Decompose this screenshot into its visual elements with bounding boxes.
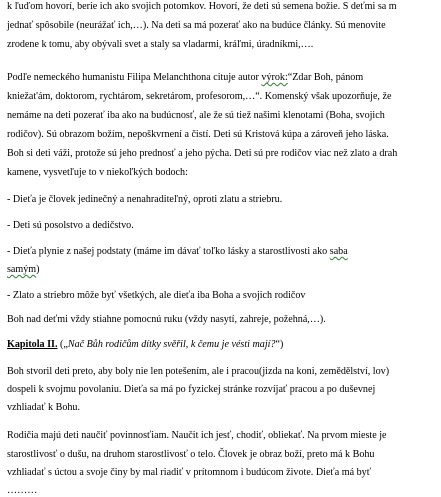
paragraph-1-line-1: k ľuďom hovorí, berie ich ako svojich potomkov. Hovorí, že deti sú semena božie. S deťmi sa m xyxy=(7,1,397,12)
spelling-flag: saba xyxy=(329,246,348,257)
paragraph-2-line-3: nemáme na deti pozerať iba ako na budúcnosť, ale že sú tiež našimi klenotami (Boha, svojich xyxy=(7,110,385,121)
paragraph-4-line-1: Boh stvoril deti preto, aby boly nie len potešením, ale i pracou(jizda na koni, zemědělství, lov) xyxy=(7,366,390,377)
text-run: - Dieťa plynie z našej podstaty (máme im dávať toľko lásky a starostlivosti ako xyxy=(7,246,330,257)
spelling-flag: samým xyxy=(7,264,37,275)
paragraph-1-line-3: zrodene k tomu, aby obývali svet a staly sa vladarmi, kráľmi, úradníkmi,…. xyxy=(7,39,314,50)
paragraph-2-line-5: Boh si deti váži, protože sú jeho prednosť a jeho pýcha. Deti sú pre rodičov viac než zlato a drah xyxy=(7,148,398,159)
paragraph-4-line-3: vzhliadať k Bohu. xyxy=(7,402,80,413)
quote-open: („ xyxy=(57,339,68,350)
chapter-heading xyxy=(7,339,435,351)
paragraph-2-line-2: kniežat'ám, doktorom, rychtárom, sekretárom, profesorom,…“. Komenský však upozorňuje, že xyxy=(7,91,392,102)
list-item-4: - Zlato a striebro môže byť všetkých, ale dieťa iba Boha a svojich rodičov xyxy=(7,290,306,301)
paragraph-2-line-1 xyxy=(7,72,435,84)
spelling-flag: výrok: xyxy=(261,72,288,83)
quote-close: “) xyxy=(275,339,284,350)
text-run: Podľe nemeckého humanistu Filipa Melanchthona cituje autor xyxy=(7,72,262,83)
paragraph-5-line-3: vzhliadať s úctou a svoje činy by mal riadiť v prítomnom i budúcom živote. Dieťa má byť xyxy=(7,467,372,478)
paragraph-4-line-2: dospeli k svojmu povolaniu. Dieťa sa má po fyzickej stránke rozvíjať pracou a po duševnej xyxy=(7,384,376,395)
chapter-quote: Nač Bůh rodičům dítky svěřil, k čemu je vésti mají? xyxy=(67,339,276,350)
paragraph-3-line-1: Boh nad deťmi vždy stiahne pomocnú ruku (vždy nasytí, zahreje, požehná,…). xyxy=(7,314,326,325)
paragraph-1-line-2: jednať spôsobile (neurážať ich,…). Na deti sa má pozerať ako na budúce články. Sú menovite xyxy=(7,20,386,31)
paragraph-5-line-2: starostlivosť o dušu, na druhom starostlivosť o telo. Človek je obraz boží, preto má k Bohu xyxy=(7,449,375,460)
list-item-2: - Deti sú posolstvo a dedičstvo. xyxy=(7,220,134,231)
list-item-3-line-2 xyxy=(7,264,435,276)
list-item-1: - Dieťa je človek jedinečný a nenahraditeľný, oproti zlatu a striebru. xyxy=(7,194,283,205)
paragraph-2-line-6: kamene, vysvetľuje to v niekoľkých bodoch: xyxy=(7,167,188,178)
list-item-3-line-1 xyxy=(7,246,435,258)
paragraph-5-line-4: ……… xyxy=(7,485,38,496)
text-run: “Zdar Boh, pánom xyxy=(287,72,364,83)
paragraph-2-line-4: rodičov). Sú obrazom božím, nepoškvrnení a čistí. Deti sú Kristová kúpa a zároveň jeho láska. xyxy=(7,129,389,140)
text-run: ) xyxy=(36,264,40,275)
chapter-label: Kapitola II. xyxy=(7,339,58,350)
paragraph-5-line-1: Rodičia majú deti naučiť povinnosťiam. Naučit ich jesť, chodiť, obliekať. Na prvom mieste je xyxy=(7,430,387,441)
